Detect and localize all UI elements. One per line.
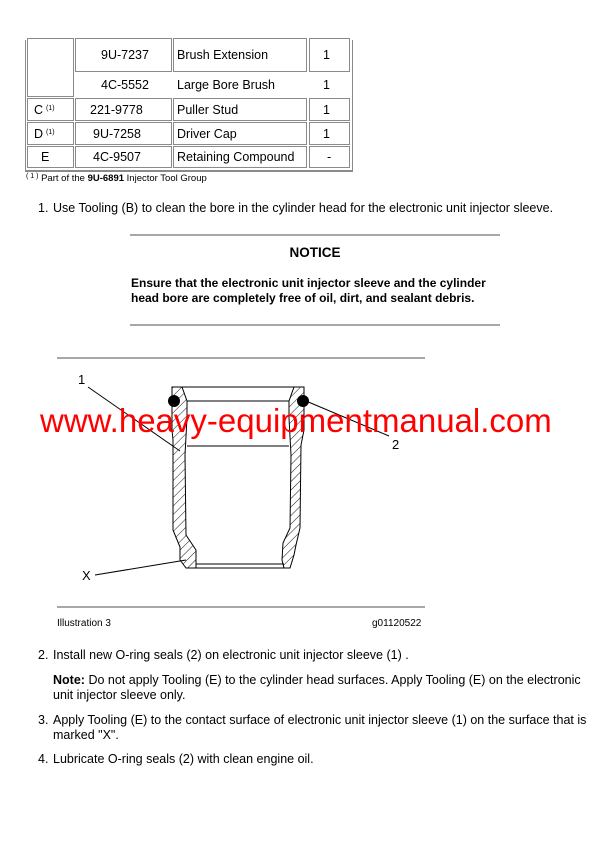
table-cell-description: Driver Cap bbox=[173, 122, 307, 145]
watermark: www.heavy-equipmentmanual.com bbox=[40, 402, 552, 439]
table-cell-part: 4C-9507 bbox=[75, 146, 172, 168]
table-cell-qty: 1 bbox=[323, 77, 330, 92]
table-cell-qty: 1 bbox=[309, 98, 350, 121]
note: Note: Do not apply Tooling (E) to the cylinder head surfaces. Apply Tooling (E) on the electronic unit injector sleeve only. bbox=[53, 673, 581, 702]
illustration-bottom-rule bbox=[57, 606, 425, 608]
table-cell-part: 9U-7258 bbox=[75, 122, 172, 145]
table-cell-part: 9U-7237 bbox=[75, 38, 172, 72]
callout-2: 2 bbox=[392, 437, 400, 452]
callout-1: 1 bbox=[78, 372, 86, 387]
table-cell-tool: E bbox=[27, 146, 74, 168]
table-cell-description: Retaining Compound bbox=[173, 146, 307, 168]
graphic-id: g01120522 bbox=[372, 618, 422, 629]
table-cell-part: 221-9778 bbox=[75, 98, 172, 121]
notice-body: Ensure that the electronic unit injector sleeve and the cylinder head bore are completely free of oil, dirt, and sealant debris. bbox=[131, 276, 486, 305]
table-cell-description: Brush Extension bbox=[173, 38, 307, 72]
illustration-caption: Illustration 3 bbox=[57, 618, 111, 629]
table-cell-qty: 1 bbox=[309, 122, 350, 145]
table-cell-qty: 1 bbox=[309, 38, 350, 72]
table-cell-part: 4C-5552 bbox=[101, 77, 149, 92]
table-cell-description: Large Bore Brush bbox=[177, 77, 275, 92]
table-footnote: $^{( 1 )}$ Part of the 9U-6891 Injector Tool Group bbox=[26, 173, 207, 184]
table-cell-tool: D $^{(1)}$ bbox=[27, 122, 74, 145]
table-cell-qty: - bbox=[309, 146, 350, 168]
table-cell-tool: C $^{(1)}$ bbox=[27, 98, 74, 121]
notice-title: NOTICE bbox=[289, 245, 341, 260]
table-cell-description: Puller Stud bbox=[173, 98, 307, 121]
callout-x: X bbox=[82, 568, 91, 583]
